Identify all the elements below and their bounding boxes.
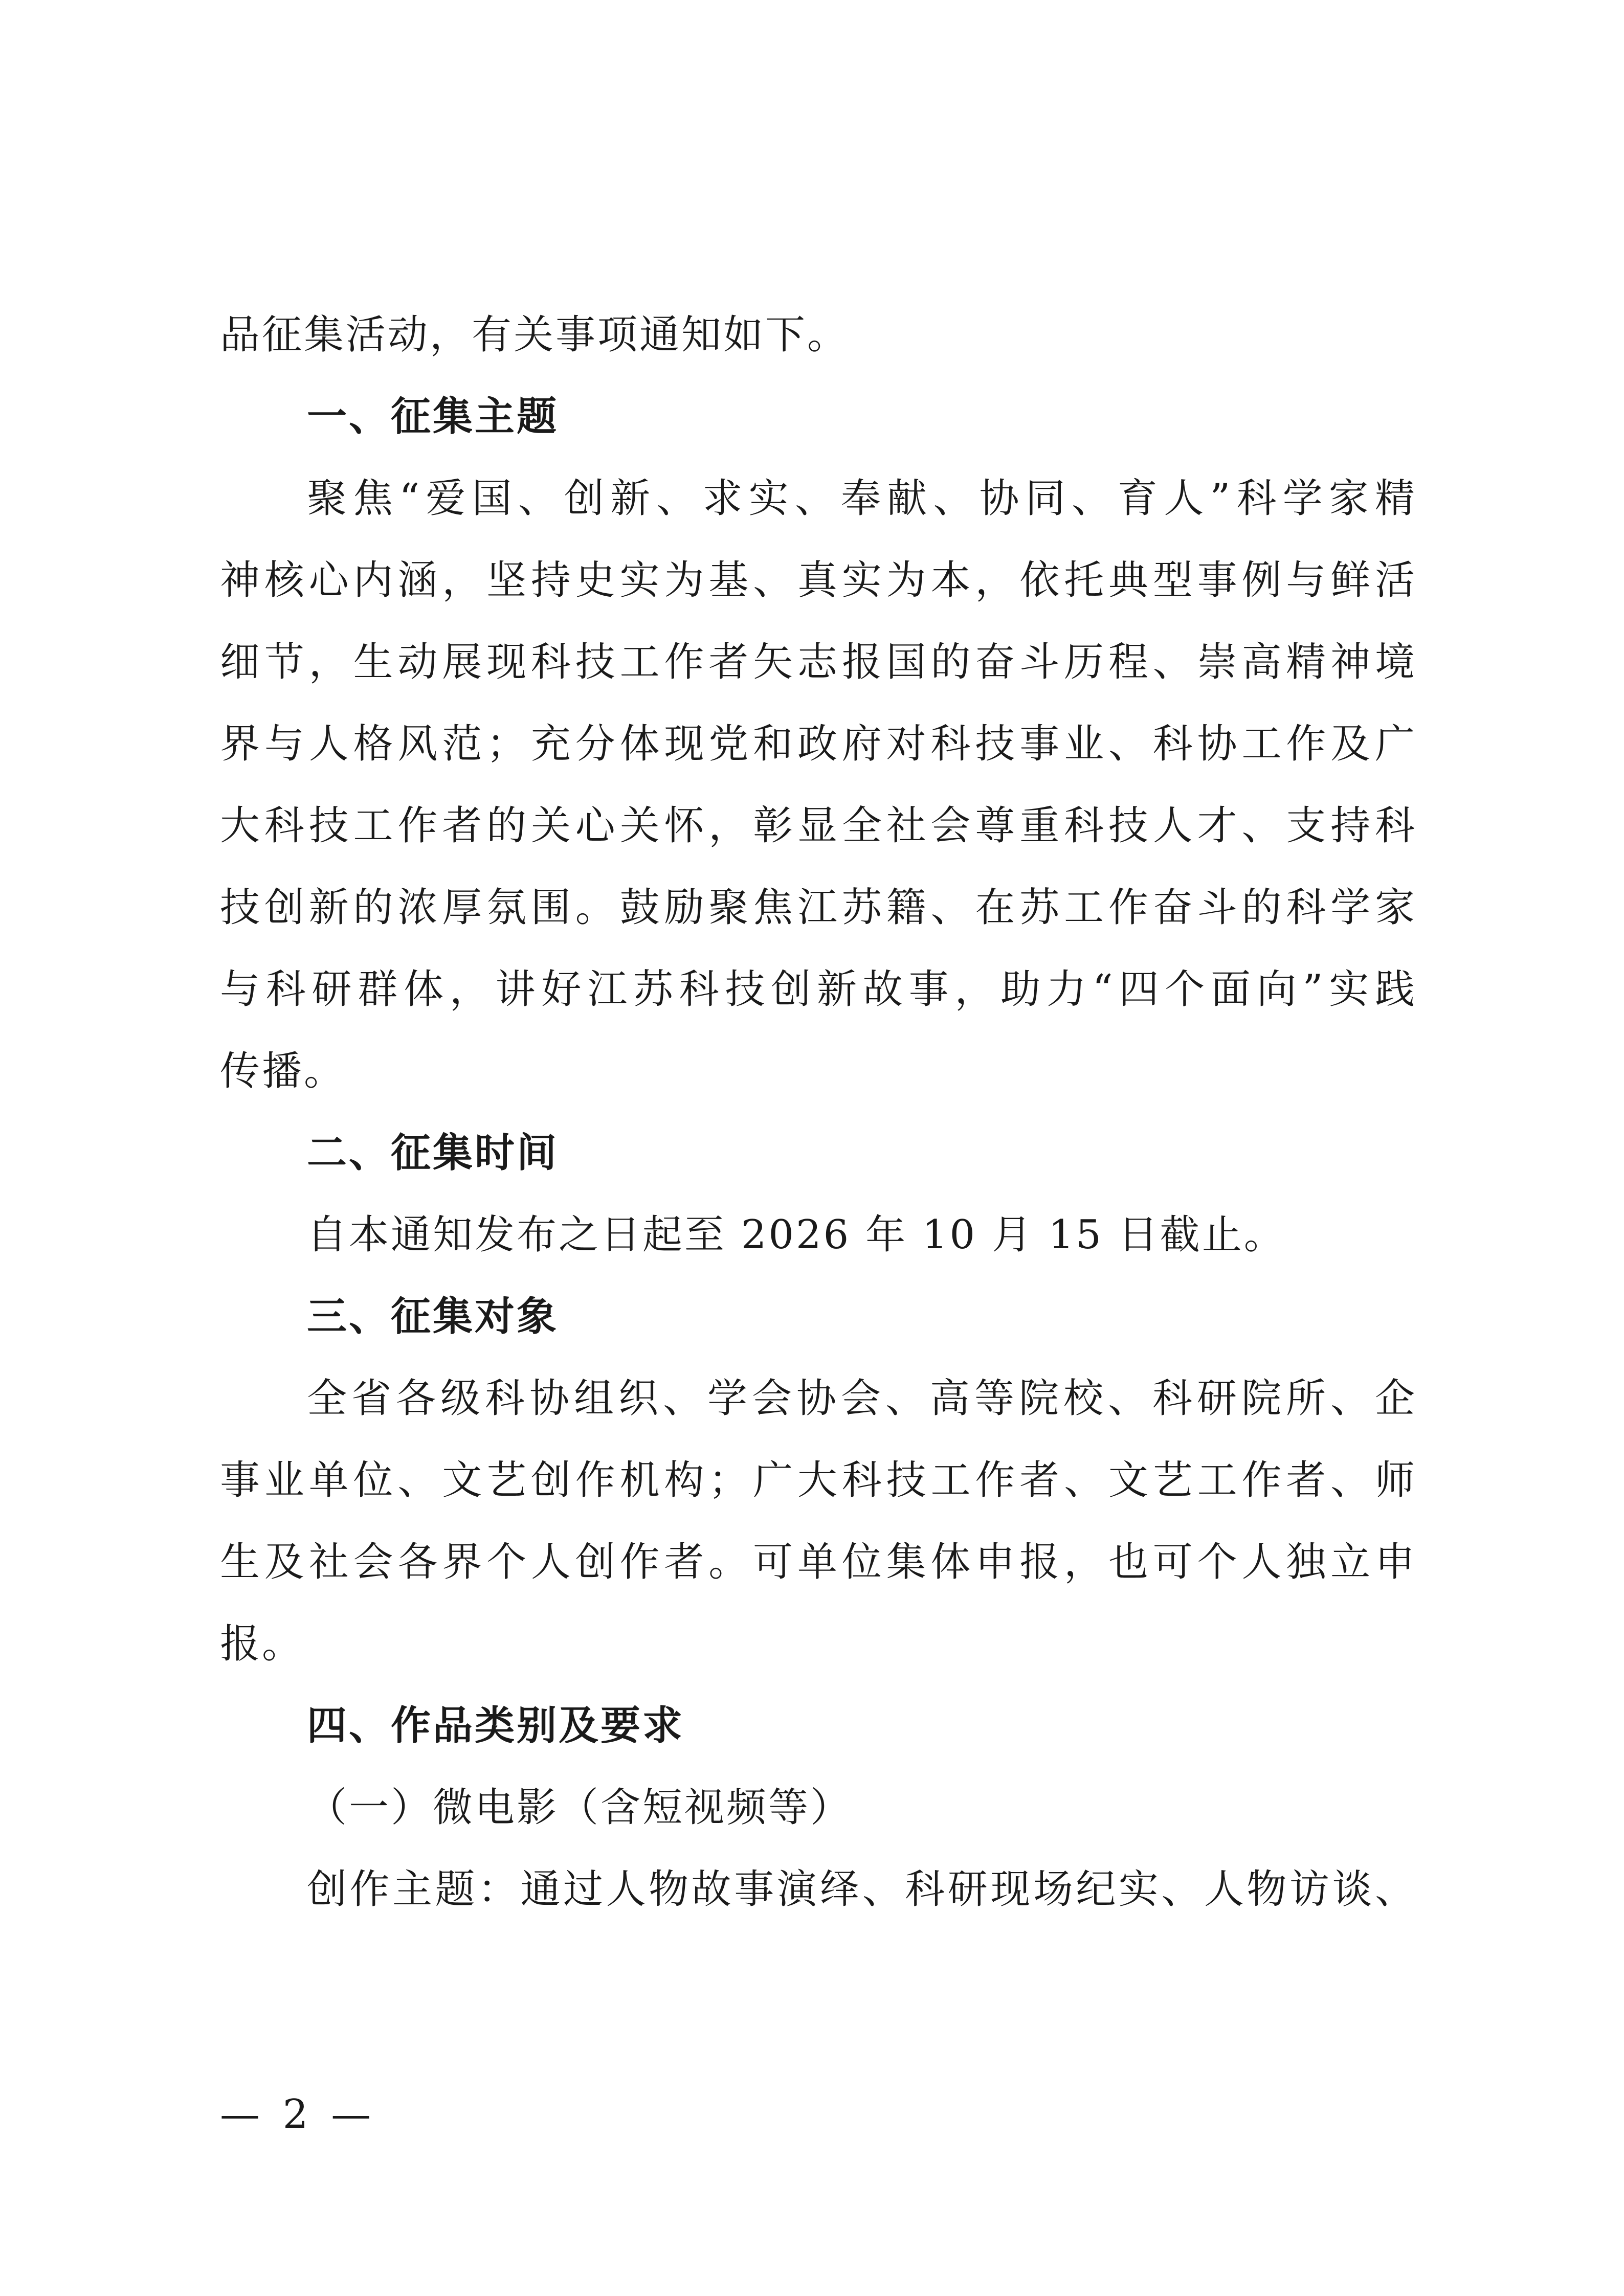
body-line: 品征集活动，有关事项通知如下。	[220, 312, 850, 358]
body-line: 事业单位、文艺创作机构；广大科技工作者、文艺工作者、师	[220, 1457, 1417, 1503]
section-heading-time: 二、征集时间	[307, 1130, 559, 1176]
body-line: 创作主题：通过人物故事演绎、科研现场纪实、人物访谈、	[307, 1866, 1417, 1912]
body-line: 神核心内涵，坚持史实为基、真实为本，依托典型事例与鲜活	[220, 557, 1417, 603]
body-line: 界与人格风范；充分体现党和政府对科技事业、科协工作及广	[220, 721, 1417, 767]
body-line: 技创新的浓厚氛围。鼓励聚焦江苏籍、在苏工作奋斗的科学家	[220, 885, 1417, 931]
section-heading-target: 三、征集对象	[307, 1294, 559, 1340]
body-line: 生及社会各界个人创作者。可单位集体申报，也可个人独立申	[220, 1539, 1417, 1585]
document-body	[220, 294, 1417, 1930]
body-line: 报。	[220, 1621, 304, 1667]
body-line: 聚焦“爱国、创新、求实、奉献、协同、育人”科学家精	[307, 476, 1417, 522]
body-line: 全省各级科协组织、学会协会、高等院校、科研院所、企	[307, 1376, 1417, 1422]
body-line: 与科研群体，讲好江苏科技创新故事，助力“四个面向”实践	[220, 966, 1417, 1012]
body-line: 自本通知发布之日起至 2026 年 10 月 15 日截止。	[307, 1212, 1286, 1258]
section-heading-theme: 一、征集主题	[307, 394, 559, 440]
page-number: — 2 —	[220, 2091, 376, 2137]
body-line: 大科技工作者的关心关怀，彰显全社会尊重科技人才、支持科	[220, 803, 1417, 849]
body-line: 细节，生动展现科技工作者矢志报国的奋斗历程、崇高精神境	[220, 639, 1417, 685]
section-heading-categories: 四、作品类别及要求	[307, 1703, 685, 1749]
subsection-heading: （一）微电影（含短视频等）	[307, 1785, 853, 1831]
body-line: 传播。	[220, 1048, 346, 1094]
